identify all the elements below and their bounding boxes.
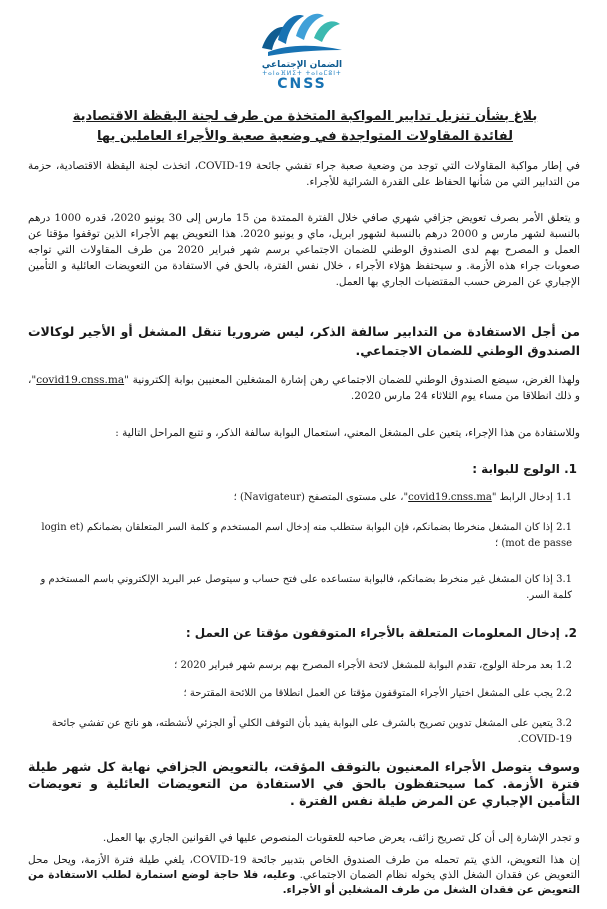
section-2-item-2: 2.2 يجب على المشغل اختيار الأجراء المتوقفون مؤقتا عن العمل انطلاقا من اللائحة المقترحة ؛ <box>183 688 572 699</box>
portal-paragraph-end: "، و ذلك انطلاقا من مساء يوم الثلاثاء 24 مارس 2020. <box>28 374 580 402</box>
logo-tifinagh-text: ⵜⴰⵏⴰⴼⵍⵉⵜ ⵜⴰⵏⴰⵎⵓⵏⵜ <box>262 70 342 77</box>
section-1-item-2: 2.1 إذا كان المشغل منخرطا بضمانكم، فإن البوابة ستطلب منه إدخال اسم المستخدم و كلمة السر المتعلقان بضمانكم (login et mot de passe) ؛ <box>41 522 572 549</box>
portal-link-2[interactable]: covid19.cnss.ma <box>408 492 492 503</box>
section-1-number: 1. <box>564 462 577 476</box>
steps-intro-paragraph: وللاستفادة من هذا الإجراء، يتعين على المشغل المعني، استعمال البوابة سالفة الذكر، و تتبع المراحل التالية : <box>115 427 580 439</box>
portal-link[interactable]: covid19.cnss.ma <box>36 374 125 386</box>
item-text-end: "، على مستوى المتصفح (Navigateur) ؛ <box>233 492 409 503</box>
allowance-paragraph: و يتعلق الأمر بصرف تعويض جزافي شهري صافي خلال الفترة الممتدة من 15 مارس إلى 30 يونيو 2020، قدره 1000 درهم بالنسبة لشهر مارس و 2000 درهم بالنسبة لشهور ابريل، ماي و يونيو 2020. هذا التعويض يهم الأجراء الذين توقفوا مؤقتا عن العمل و المصرح بهم لدى الصندوق الوطني للضمان الاجتماعي برسم شهر فبراير 2020 من طرف المقاولات التي تواجه صعوبات جراء هذه الأزمة. و سيحتفظ هؤلاء الأجراء ، خلال نفس الفترة، بالحق في الاستفادة من التعويضات العائلية و التأمين الإجباري عن المرض حسب المقتضيات الجاري بها العمل. <box>28 212 581 288</box>
section-2-item-3: 3.2 يتعين على المشغل تدوين تصريح بالشرف على البوابة يفيد بأن التوقف الكلي أو الجزئي لأنشطته، هو ناتج عن تفشي جائحة COVID-19. <box>51 718 572 745</box>
item-number: 1.1 <box>556 492 572 503</box>
unemployment-bold-text: وعليه، فلا حاجة لوضع استمارة لطلب الاستفادة من التعويض عن فقدان الشغل من طرف المشغلين أو الأجراء. <box>28 869 580 896</box>
item-text-start: إدخال الرابط " <box>491 492 553 503</box>
cnss-emblem-icon <box>254 4 350 60</box>
section-2-number: 2. <box>564 626 577 640</box>
unemployment-text: إن هذا التعويض، الذي يتم تحمله من طرف الصندوق الخاص بتدبير جائحة COVID-19، يلغي طيلة فترة الأزمة، ويحل محل التعويض عن فقدان الشغل الذي يخوله نظام الضمان الاجتماعي. <box>28 854 580 881</box>
intro-paragraph: في إطار مواكبة المقاولات التي توجد من وضعية صعبة جراء تفشي جائحة COVID-19، اتخذت لجنة اليقظة الاقتصادية، حزمة من التدابير التي من شأنها الحفاظ على القدرة الشرائية للأجراء. <box>28 160 580 188</box>
false-declaration-paragraph: و تجدر الإشارة إلى أن كل تصريح زائف، يعرض صاحبه للعقوبات المنصوص عليها في القوانين الجاري بها العمل. <box>102 832 580 844</box>
no-travel-heading: من أجل الاستفادة من التدابير سالفة الذكر، ليس ضروريا تنقل المشغل أو الأجير لوكالات الصندوق الوطني للضمان الاجتماعي. <box>28 324 580 358</box>
logo-arabic-text: الضمان الإجتماعي <box>261 60 343 70</box>
cnss-logo <box>252 4 352 102</box>
unemployment-paragraph <box>28 853 580 898</box>
section-2-item-1: 1.2 بعد مرحلة الولوج، تقدم البوابة للمشغل لائحة الأجراء المصرح بهم برسم شهر فبراير 2020 ؛ <box>174 660 572 671</box>
section-1-item-3: 3.1 إذا كان المشغل غير منخرط بضمانكم، فالبوابة ستساعده على فتح حساب و سيتوصل عبر البريد الإلكتروني باسم المستخدم و كلمة السر. <box>40 574 572 601</box>
logo-latin-text: CNSS <box>277 76 327 92</box>
section-2-title: إدخال المعلومات المتعلقة بالأجراء المتوقفون مؤقتا عن العمل : <box>185 626 560 640</box>
closing-bold-paragraph: وسوف يتوصل الأجراء المعنيون بالتوقف المؤقت، بالتعويض الجزافي نهاية كل شهر طيلة فترة الأزمة. كما سيحتفظون بالحق في الاستفادة من التعويضات العائلية و تعويضات التأمين الإجباري عن المرض طيلة نفس الفترة . <box>28 759 580 808</box>
section-2-heading <box>37 624 577 642</box>
document-title: بلاغ بشأن تنزيل تدابير المواكبة المتخذة من طرف لجنة اليقظة الاقتصادية لفائدة المقاولات المتواجدة في وضعية صعبة والأجراء العاملين بها <box>72 109 538 144</box>
section-1-item-1 <box>36 490 572 506</box>
portal-paragraph <box>28 372 580 404</box>
section-1-title: الولوج للبوابة : <box>472 462 560 476</box>
section-1-heading <box>77 460 577 478</box>
portal-paragraph-start: ولهذا الغرض، سيضع الصندوق الوطني للضمان الاجتماعي رهن إشارة المشغلين المعنيين بوابة إلكترونية " <box>124 374 580 386</box>
